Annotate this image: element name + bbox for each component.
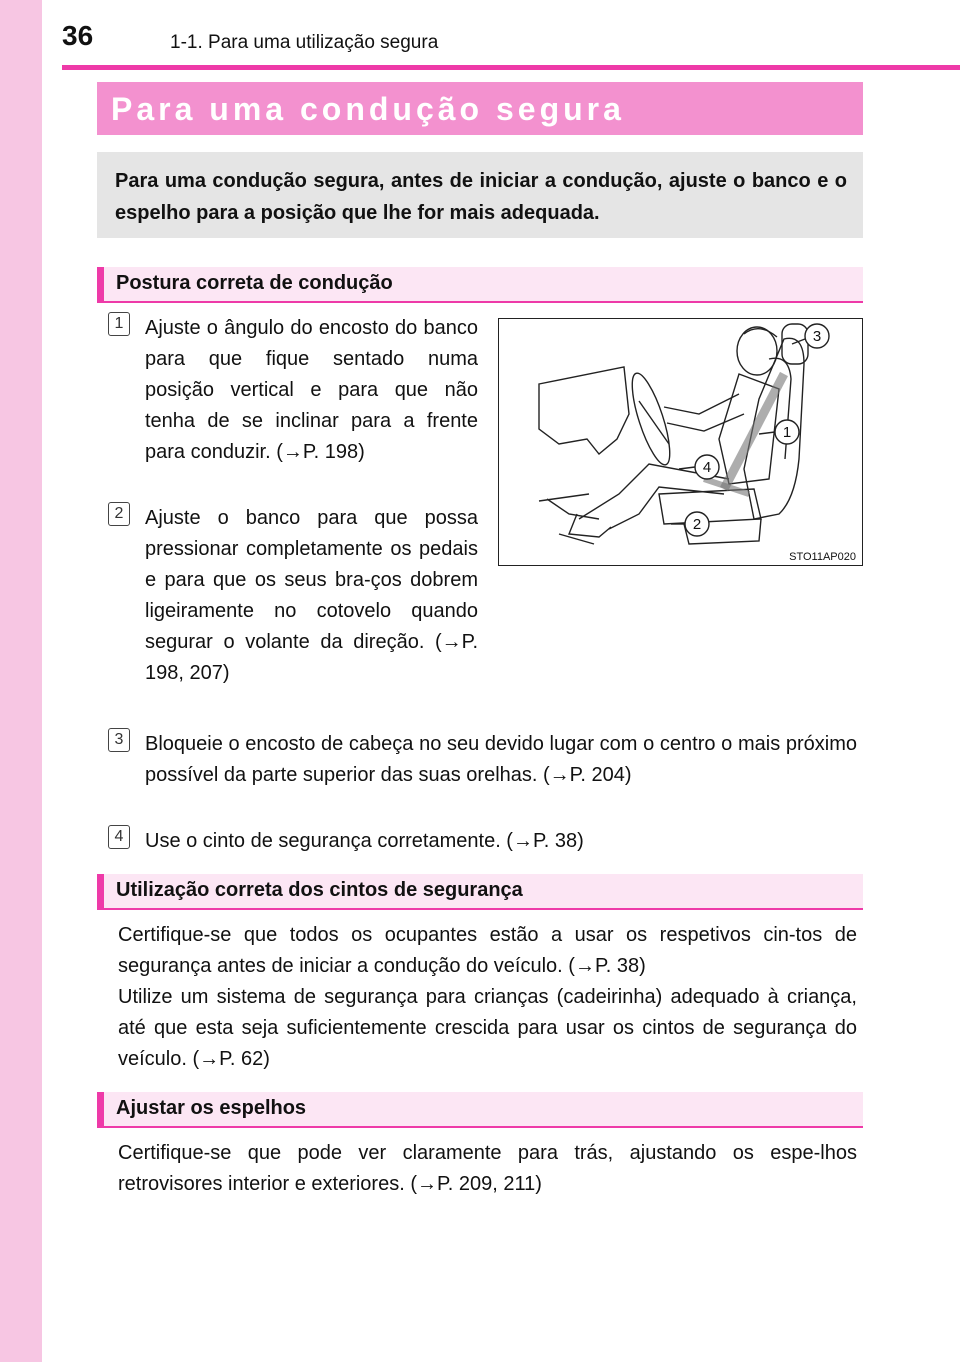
driving-posture-figure <box>498 318 863 566</box>
posture-item-3: Bloqueie o encosto de cabeça no seu devido lugar com o centro o mais próximo possível da parte superior das suas orelhas. (→P. 204) <box>145 733 857 786</box>
section-heading-mirrors-label: Ajustar os espelhos <box>116 1097 307 1119</box>
posture-item-1: Ajuste o ângulo do encosto do banco para que fique sentado numa posição vertical e para que não tenha de se inclinar para a frente para conduzir. (→P. 198) <box>145 317 478 463</box>
title-banner <box>97 82 863 135</box>
figure-callout-2: 2 <box>692 516 702 533</box>
driving-posture-illustration <box>499 319 861 564</box>
page-title: Para uma condução segura <box>111 91 625 127</box>
chapter-title: 1-1. Para uma utilização segura <box>170 32 439 53</box>
posture-item-2: Ajuste o banco para que possa pressionar completamente os pedais e para que os seus bra-ços dobrem ligeiramente no cotovelo quando segurar o volante da direção. (→P. 198, 207) <box>145 507 478 684</box>
figure-callout-3: 3 <box>812 328 822 345</box>
posture-item-4: Use o cinto de segurança corretamente. (→P. 38) <box>145 830 584 852</box>
seatbelts-paragraph-2: Utilize um sistema de segurança para crianças (cadeirinha) adequado à criança, até que esta seja suficientemente crescida para usar os cintos de segurança do veículo. (→P. 62) <box>118 986 857 1070</box>
section-heading-mirrors <box>97 1092 863 1128</box>
section-heading-seatbelts <box>97 874 863 910</box>
figure-code: STO11AP020 <box>789 551 856 563</box>
item-number-1: 1 <box>108 312 130 336</box>
page-number: 36 <box>62 20 94 51</box>
item-number-4: 4 <box>108 825 130 849</box>
section-heading-posture-label: Postura correta de condução <box>116 272 393 294</box>
item-number-2: 2 <box>108 502 130 526</box>
header-rule <box>62 65 960 70</box>
seatbelts-paragraph-1: Certifique-se que todos os ocupantes estão a usar os respetivos cin-tos de segurança antes de iniciar a condução do veículo. (→P. 38) <box>118 924 857 977</box>
item-number-3: 3 <box>108 728 130 752</box>
figure-callout-4: 4 <box>702 459 712 476</box>
figure-callout-1: 1 <box>782 424 792 441</box>
mirrors-paragraph: Certifique-se que pode ver claramente para trás, ajustando os espe-lhos retrovisores interior e exteriores. (→P. 209, 211) <box>118 1142 857 1195</box>
side-color-bar <box>0 0 42 1362</box>
section-heading-seatbelts-label: Utilização correta dos cintos de segurança <box>116 879 523 901</box>
intro-text: Para uma condução segura, antes de iniciar a condução, ajuste o banco e o espelho para a posição que lhe for mais adequada. <box>115 170 847 224</box>
intro-box <box>97 152 863 238</box>
section-heading-posture <box>97 267 863 303</box>
